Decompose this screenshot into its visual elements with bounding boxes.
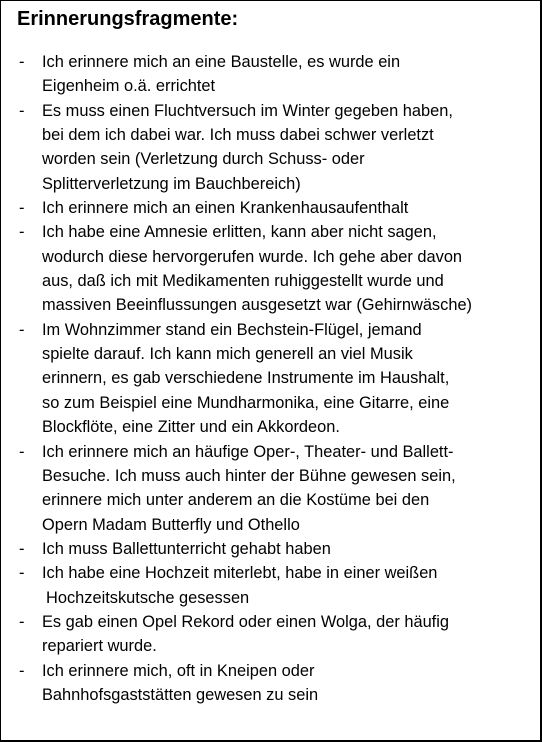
list-bullet-dash: - — [19, 539, 25, 558]
list-item-line: Splitterverletzung im Bauchbereich) — [42, 174, 301, 193]
list-item-line: Ich habe eine Amnesie erlitten, kann aber nicht sagen, — [42, 223, 437, 242]
list-item-line: Im Wohnzimmer stand ein Bechstein-Flügel, jemand — [42, 320, 422, 339]
list-item-line: Opern Madam Butterfly und Othello — [42, 515, 300, 534]
list-bullet-dash: - — [19, 564, 25, 583]
list-bullet-dash: - — [19, 320, 25, 339]
list-item-line: bei dem ich dabei war. Ich muss dabei schwer verletzt — [42, 126, 434, 145]
list-item — [19, 440, 529, 537]
list-item-line: Es muss einen Fluchtversuch im Winter gegeben haben, — [42, 101, 453, 120]
list-item-line: Besuche. Ich muss auch hinter der Bühne gewesen sein, — [42, 466, 456, 485]
list-item-line: Bahnhofsgaststätten gewesen zu sein — [42, 685, 319, 704]
list-bullet-dash: - — [19, 612, 25, 631]
list-item-line: Hochzeitskutsche gesessen — [46, 588, 250, 607]
list-item-line: Ich muss Ballettunterricht gehabt haben — [42, 539, 331, 558]
list-item — [19, 610, 529, 659]
list-item-line: erinnere mich unter anderem an die Kostüme bei den — [42, 491, 430, 510]
list-item-line: Eigenheim o.ä. errichtet — [42, 77, 216, 96]
list-bullet-dash: - — [19, 442, 25, 461]
list-item-line: spielte darauf. Ich kann mich generell an viel Musik — [42, 345, 413, 364]
list-item-line: erinnern, es gab verschiedene Instrumente im Haushalt, — [42, 369, 450, 388]
list-item-line: worden sein (Verletzung durch Schuss- oder — [42, 150, 365, 169]
list-item-line: Ich erinnere mich, oft in Kneipen oder — [42, 661, 315, 680]
list-bullet-dash: - — [19, 661, 25, 680]
list-item — [19, 659, 529, 708]
list-item — [19, 561, 529, 610]
list-item-line: wodurch diese hervorgerufen wurde. Ich gehe aber davon — [42, 247, 463, 266]
list-item — [19, 196, 529, 220]
document-title: Erinnerungsfragmente: — [17, 8, 239, 30]
list-item — [19, 99, 529, 196]
list-item-line: Blockflöte, eine Zitter und ein Akkordeon. — [42, 418, 340, 437]
list-item-line: Es gab einen Opel Rekord oder einen Wolga, der häufig — [42, 612, 449, 631]
list-item — [19, 220, 529, 317]
list-item-line: massiven Beeinflussungen ausgesetzt war (Gehirnwäsche) — [42, 296, 473, 315]
list-bullet-dash: - — [19, 223, 25, 242]
list-item — [19, 537, 529, 561]
list-item-line: so zum Beispiel eine Mundharmonika, eine Gitarre, eine — [42, 393, 450, 412]
list-item — [19, 50, 529, 99]
list-bullet-dash: - — [19, 199, 25, 218]
list-item-line: Ich erinnere mich an häufige Oper-, Theater- und Ballett- — [42, 442, 454, 461]
list-item-line: aus, daß ich mit Medikamenten ruhiggestellt wurde und — [42, 272, 444, 291]
list-item — [19, 318, 529, 440]
memory-fragment-list — [19, 50, 529, 707]
list-bullet-dash: - — [19, 101, 25, 120]
list-item-line: Ich erinnere mich an einen Krankenhausaufenthalt — [42, 199, 409, 218]
list-item-line: repariert wurde. — [42, 637, 157, 656]
list-item-line: Ich habe eine Hochzeit miterlebt, habe in einer weißen — [42, 564, 438, 583]
list-item-line: Ich erinnere mich an eine Baustelle, es wurde ein — [42, 53, 401, 71]
list-bullet-dash: - — [19, 53, 25, 71]
